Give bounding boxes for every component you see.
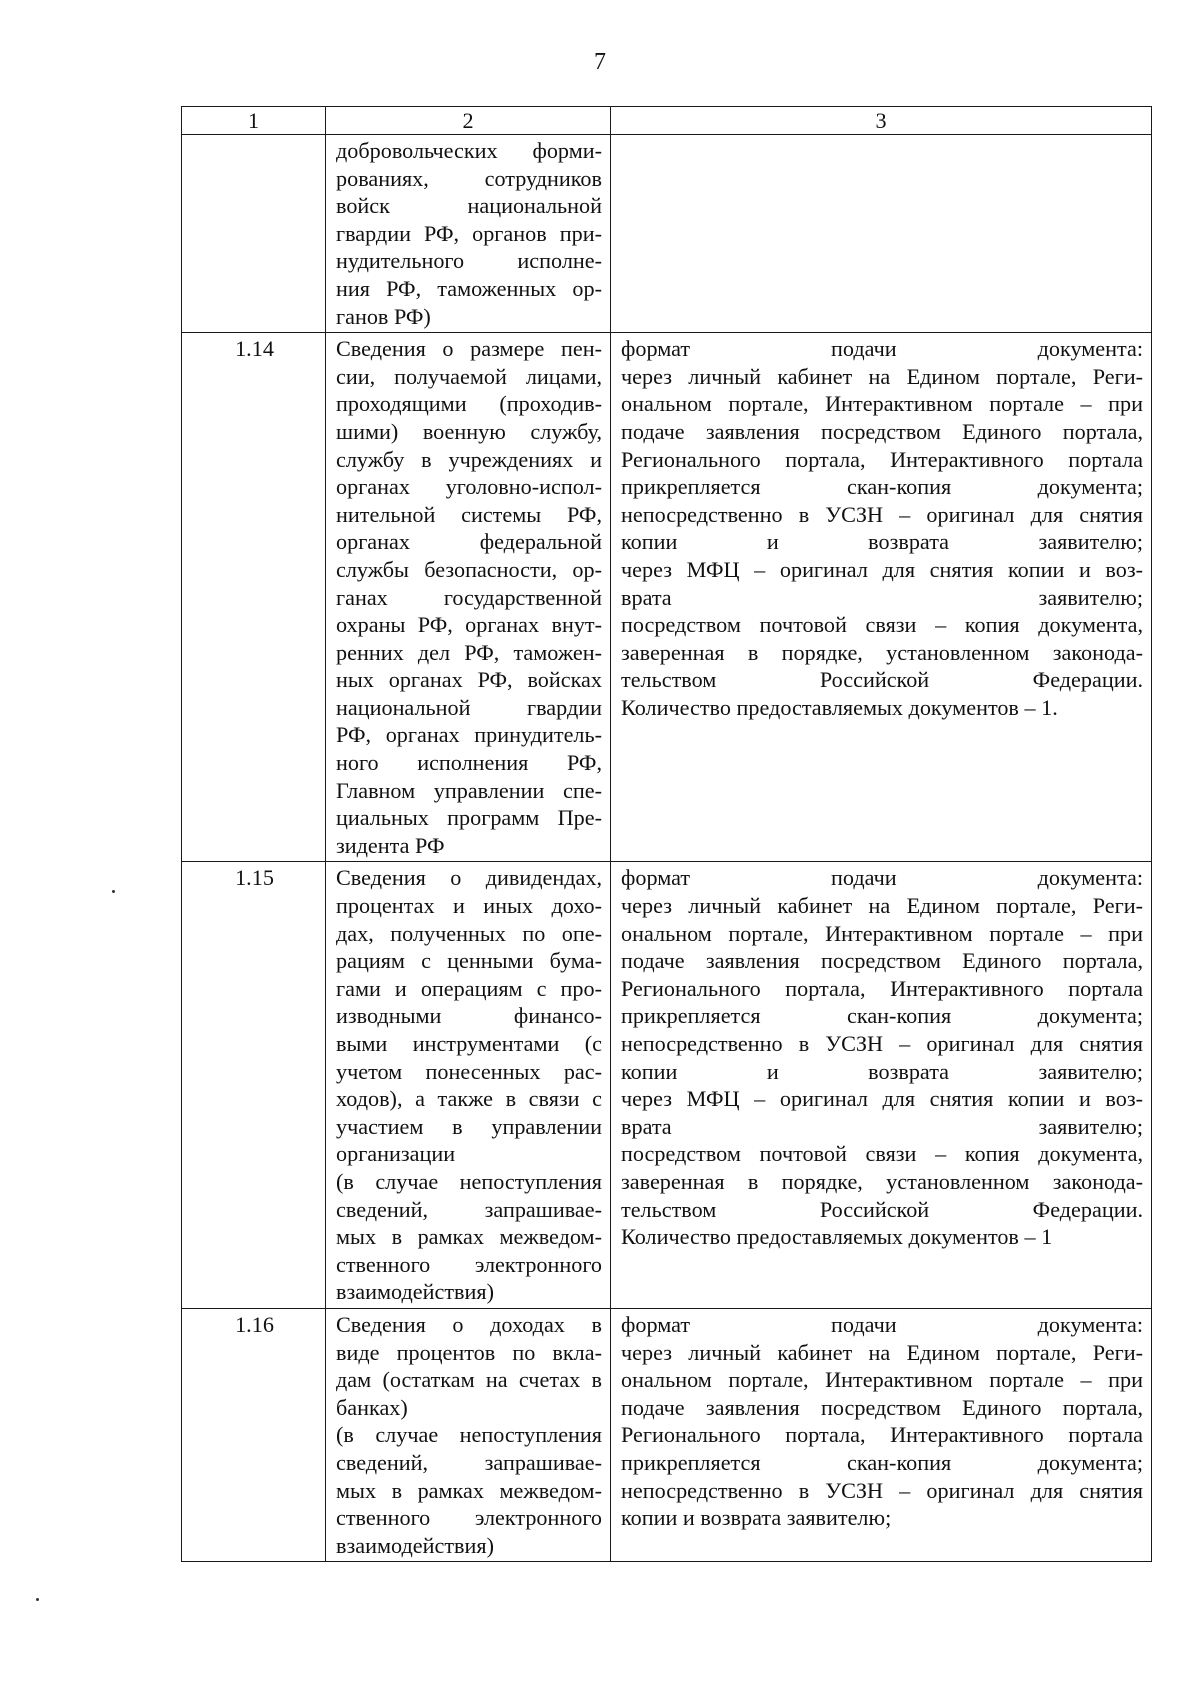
- row-number: 1.15: [182, 862, 326, 1309]
- table-row: [182, 1308, 1152, 1561]
- format-line: подаче заявления посредством Единого портала,: [621, 1394, 1143, 1420]
- format-line: Регионального портала, Интерактивного портала: [621, 975, 1143, 1001]
- format-line: Регионального портала, Интерактивного портала: [621, 446, 1143, 472]
- table-body: [182, 107, 1152, 1562]
- format-line: копии и возврата заявителю;: [621, 529, 1143, 555]
- format-line: копии и возврата заявителю;: [621, 1058, 1143, 1084]
- format-line: через МФЦ – оригинал для снятия копии и воз-: [621, 556, 1143, 582]
- description-line: РФ, органах принудитель-: [336, 722, 602, 748]
- format-line: посредством почтовой связи – копия документа,: [621, 612, 1143, 638]
- format-line: ональном портале, Интерактивном портале – при: [621, 920, 1143, 946]
- description-line: мых в рамках межведом-: [336, 1477, 602, 1503]
- description-line: шими) военную службу,: [336, 418, 602, 444]
- description-line: участием в управлении: [336, 1113, 602, 1139]
- format-line: врата заявителю;: [621, 584, 1143, 610]
- column-header-1: 1: [182, 107, 326, 135]
- column-header-2: 2: [326, 107, 611, 135]
- description-line: виде процентов по вкла-: [336, 1339, 602, 1365]
- description-line: нительной системы РФ,: [336, 501, 602, 527]
- description-line: войск национальной: [336, 193, 602, 219]
- format-line: копии и возврата заявителю;: [621, 1505, 892, 1531]
- description-line: ственного электронного: [336, 1251, 602, 1277]
- description-line: гами и операциям с про-: [336, 975, 602, 1001]
- format-line: Регионального портала, Интерактивного портала: [621, 1422, 1143, 1448]
- description-line: (в случае непоступления: [336, 1168, 602, 1194]
- submission-format: [611, 862, 1152, 1309]
- format-line: через личный кабинет на Едином портале, Реги-: [621, 363, 1143, 389]
- description-line: добровольческих форми-: [336, 138, 602, 163]
- scan-speck: [36, 1598, 39, 1601]
- format-line: через МФЦ – оригинал для снятия копии и воз-: [621, 1086, 1143, 1112]
- format-line: заверенная в порядке, установленном законода-: [621, 639, 1143, 665]
- description-line: сведений, запрашивае-: [336, 1449, 602, 1475]
- description-line: учетом понесенных рас-: [336, 1058, 602, 1084]
- description-line: проходящими (проходив-: [336, 391, 602, 417]
- document-description: [326, 862, 611, 1309]
- description-line: Главном управлении спе-: [336, 777, 602, 803]
- description-line: ганах государственной: [336, 584, 602, 610]
- format-line: врата заявителю;: [621, 1113, 1143, 1139]
- format-line: прикрепляется скан-копия документа;: [621, 1003, 1143, 1029]
- format-line: непосредственно в УСЗН – оригинал для снятия: [621, 501, 1143, 527]
- description-line: органах федеральной: [336, 529, 602, 555]
- scan-speck: [112, 890, 115, 893]
- description-line: ренних дел РФ, таможен-: [336, 639, 602, 665]
- format-line: ональном портале, Интерактивном портале – при: [621, 391, 1143, 417]
- format-line: подаче заявления посредством Единого портала,: [621, 948, 1143, 974]
- header-row: [182, 107, 1152, 135]
- row-number: 1.16: [182, 1308, 326, 1561]
- format-line: через личный кабинет на Едином портале, Реги-: [621, 893, 1143, 919]
- submission-format: [611, 333, 1152, 862]
- description-line: ного исполнения РФ,: [336, 750, 602, 776]
- format-line: прикрепляется скан-копия документа;: [621, 1449, 1143, 1475]
- description-line: ных органах РФ, войсках: [336, 667, 602, 693]
- row-number: 1.14: [182, 333, 326, 862]
- requirements-table: [181, 106, 1152, 1562]
- format-line: Количество предоставляемых документов – 1: [621, 1224, 1053, 1250]
- description-line: рациям с ценными бума-: [336, 948, 602, 974]
- description-line: изводными финансо-: [336, 1003, 602, 1029]
- table-row: [182, 135, 1152, 333]
- format-line: подаче заявления посредством Единого портала,: [621, 418, 1143, 444]
- description-line: выми инструментами (с: [336, 1031, 602, 1056]
- format-line: формат подачи документа:: [621, 336, 1143, 362]
- column-header-3: 3: [611, 107, 1152, 135]
- description-line: взаимодействия): [336, 1279, 494, 1305]
- description-line: ния РФ, таможенных ор-: [336, 275, 602, 301]
- table-row: [182, 333, 1152, 862]
- format-line: Количество предоставляемых документов – 1.: [621, 694, 1058, 720]
- description-line: сии, получаемой лицами,: [336, 363, 602, 389]
- row-number: [182, 135, 326, 333]
- description-line: службу в учреждениях и: [336, 446, 602, 472]
- format-line: прикрепляется скан-копия документа;: [621, 474, 1143, 500]
- description-line: ходов), а также в связи с: [336, 1086, 602, 1112]
- description-line: службы безопасности, ор-: [336, 556, 602, 582]
- format-line: посредством почтовой связи – копия документа,: [621, 1141, 1143, 1167]
- description-line: зидента РФ: [336, 832, 445, 858]
- description-line: мых в рамках межведом-: [336, 1224, 602, 1250]
- format-line: тельством Российской Федерации.: [621, 667, 1143, 693]
- description-line: гвардии РФ, органов при-: [336, 220, 602, 246]
- page-number: 7: [594, 49, 606, 75]
- document-description: [326, 135, 611, 333]
- format-line: ональном портале, Интерактивном портале – при: [621, 1367, 1143, 1393]
- format-line: формат подачи документа:: [621, 1311, 1143, 1337]
- description-line: циальных программ Пре-: [336, 805, 602, 831]
- document-description: [326, 1308, 611, 1561]
- format-line: тельством Российской Федерации.: [621, 1196, 1143, 1222]
- format-line: через личный кабинет на Едином портале, Реги-: [621, 1339, 1143, 1365]
- submission-format: [611, 1308, 1152, 1561]
- format-line: формат подачи документа:: [621, 865, 1143, 891]
- format-line: непосредственно в УСЗН – оригинал для снятия: [621, 1477, 1143, 1503]
- document-description: [326, 333, 611, 862]
- description-line: организации: [336, 1141, 456, 1167]
- description-line: Сведения о доходах в: [336, 1311, 602, 1337]
- description-line: взаимодействия): [336, 1532, 494, 1558]
- description-line: дам (остаткам на счетах в: [336, 1367, 602, 1393]
- format-line: непосредственно в УСЗН – оригинал для снятия: [621, 1031, 1143, 1056]
- description-line: Сведения о дивидендах,: [336, 865, 602, 891]
- description-line: сведений, запрашивае-: [336, 1196, 602, 1222]
- description-line: рованиях, сотрудников: [336, 165, 602, 191]
- description-line: национальной гвардии: [336, 694, 602, 720]
- description-line: охраны РФ, органах внут-: [336, 612, 602, 638]
- description-line: процентах и иных дохо-: [336, 893, 602, 919]
- description-line: банках): [336, 1394, 408, 1420]
- description-line: (в случае непоступления: [336, 1422, 602, 1448]
- submission-format: [611, 135, 1152, 333]
- description-line: дах, полученных по опе-: [336, 920, 602, 946]
- description-line: нудительного исполне-: [336, 248, 602, 274]
- description-line: Сведения о размере пен-: [336, 336, 602, 362]
- description-line: ственного электронного: [336, 1505, 602, 1531]
- description-line: ганов РФ): [336, 303, 431, 329]
- format-line: заверенная в порядке, установленном законода-: [621, 1168, 1143, 1194]
- table-row: [182, 862, 1152, 1309]
- description-line: органах уголовно-испол-: [336, 474, 602, 500]
